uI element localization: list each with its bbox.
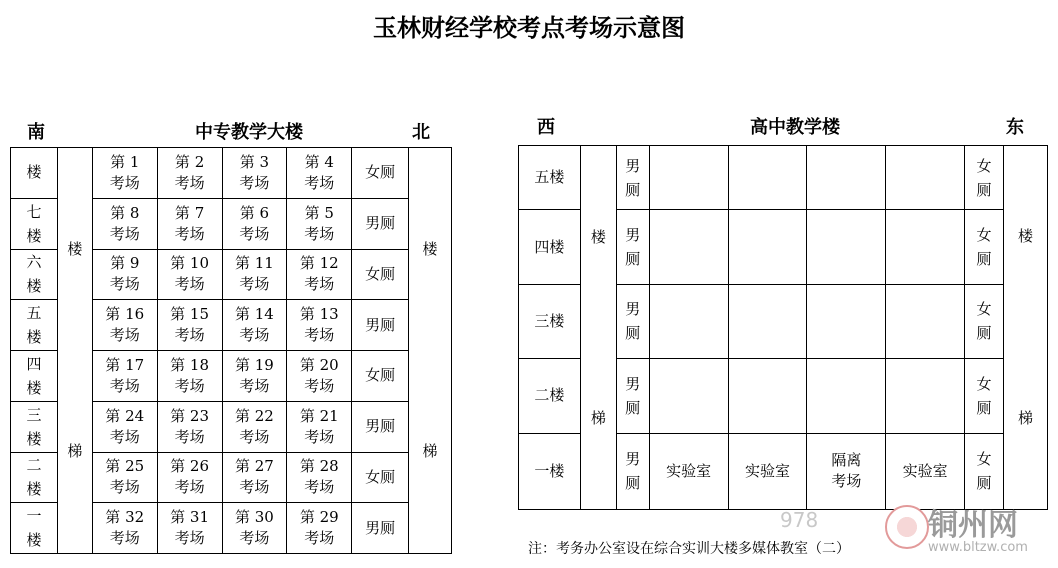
floor-label: 三楼: [519, 284, 581, 358]
exam-room: 第 32 考场: [92, 503, 157, 554]
restroom: 女 厕: [965, 433, 1004, 509]
floor-label: 楼: [11, 148, 58, 199]
classroom: 实验室: [649, 433, 728, 509]
right-building-table: [518, 145, 1048, 510]
classroom: [728, 284, 807, 358]
restroom: 男 厕: [616, 359, 649, 433]
stair-char-ti: 梯: [67, 442, 83, 460]
exam-room: 第 16 考场: [92, 300, 157, 351]
direction-north: 北: [412, 122, 430, 143]
exam-room: 第 13 考场: [287, 300, 352, 351]
classroom: [649, 284, 728, 358]
restroom: 女 厕: [965, 210, 1004, 284]
restroom: 男 厕: [616, 284, 649, 358]
exam-room: 第 23 考场: [157, 401, 222, 452]
classroom: [649, 359, 728, 433]
classroom: [728, 210, 807, 284]
exam-room: 第 17 考场: [92, 351, 157, 402]
exam-room: 第 20 考场: [287, 351, 352, 402]
classroom: 实验室: [886, 433, 965, 509]
exam-room: 第 25 考场: [92, 452, 157, 503]
exam-room: 第 1 考场: [92, 148, 157, 199]
restroom: 男厕: [352, 198, 409, 249]
stair-char-lou: 楼: [67, 240, 83, 258]
exam-room: 第 9 考场: [92, 249, 157, 300]
table-row: [519, 146, 1048, 210]
classroom: [807, 146, 886, 210]
classroom: [886, 146, 965, 210]
stair-char-ti: 梯: [1018, 408, 1034, 427]
direction-west: 西: [537, 117, 555, 138]
restroom: 女厕: [352, 351, 409, 402]
left-building-table: [10, 147, 452, 554]
floor-label: 二 楼: [11, 452, 58, 503]
exam-room: 第 10 考场: [157, 249, 222, 300]
floor-label: 六 楼: [11, 249, 58, 300]
restroom: 女 厕: [965, 359, 1004, 433]
watermark-wechat: 978: [780, 508, 819, 532]
floor-label: 三 楼: [11, 401, 58, 452]
restroom: 男厕: [352, 503, 409, 554]
exam-room: 第 22 考场: [222, 401, 287, 452]
watermark-url: www.bltzw.com: [928, 540, 1028, 555]
restroom: 男厕: [352, 401, 409, 452]
exam-room: 第 6 考场: [222, 198, 287, 249]
exam-room: 第 31 考场: [157, 503, 222, 554]
floor-label: 二楼: [519, 359, 581, 433]
exam-room: 第 14 考场: [222, 300, 287, 351]
watermark-seal-icon: [885, 505, 929, 549]
stairs-left: [57, 148, 92, 554]
restroom: 女 厕: [965, 284, 1004, 358]
direction-south: 南: [27, 122, 45, 143]
exam-room: 第 21 考场: [287, 401, 352, 452]
exam-room: 第 30 考场: [222, 503, 287, 554]
classroom: 隔离 考场: [807, 433, 886, 509]
stairs-right: [1004, 146, 1048, 510]
exam-room: 第 3 考场: [222, 148, 287, 199]
floor-label: 一楼: [519, 433, 581, 509]
classroom: [649, 146, 728, 210]
floor-label: 五 楼: [11, 300, 58, 351]
footnote: 注：考务办公室设在综合实训大楼多媒体教室（二）: [528, 541, 850, 557]
exam-room: 第 27 考场: [222, 452, 287, 503]
exam-room: 第 15 考场: [157, 300, 222, 351]
stair-char-ti: 梯: [422, 442, 438, 461]
classroom: 实验室: [728, 433, 807, 509]
stair-char-lou: 楼: [1018, 227, 1034, 246]
floor-label: 七 楼: [11, 198, 58, 249]
exam-room: 第 12 考场: [287, 249, 352, 300]
restroom: 女厕: [352, 148, 409, 199]
restroom: 男 厕: [616, 210, 649, 284]
classroom: [728, 359, 807, 433]
classroom: [728, 146, 807, 210]
direction-east: 东: [1006, 117, 1024, 138]
exam-room: 第 28 考场: [287, 452, 352, 503]
stair-char-ti: 梯: [590, 408, 606, 427]
right-building-title: 高中教学楼: [750, 117, 840, 138]
floor-label: 四 楼: [11, 351, 58, 402]
restroom: 女 厕: [965, 146, 1004, 210]
page-title: 玉林财经学校考点考场示意图: [373, 13, 685, 42]
stairs-right: [409, 148, 452, 554]
restroom: 女厕: [352, 452, 409, 503]
exam-room: 第 24 考场: [92, 401, 157, 452]
classroom: [807, 359, 886, 433]
restroom: 女厕: [352, 249, 409, 300]
restroom: 男 厕: [616, 433, 649, 509]
stair-char-lou: 楼: [422, 239, 438, 258]
exam-room: 第 7 考场: [157, 198, 222, 249]
exam-room: 第 29 考场: [287, 503, 352, 554]
floor-label: 五楼: [519, 146, 581, 210]
exam-room: 第 26 考场: [157, 452, 222, 503]
exam-room: 第 19 考场: [222, 351, 287, 402]
floor-label: 一 楼: [11, 503, 58, 554]
exam-room: 第 11 考场: [222, 249, 287, 300]
exam-room: 第 2 考场: [157, 148, 222, 199]
exam-room: 第 5 考场: [287, 198, 352, 249]
restroom: 男 厕: [616, 146, 649, 210]
classroom: [807, 210, 886, 284]
table-row: [11, 148, 452, 199]
classroom: [886, 359, 965, 433]
floor-label: 四楼: [519, 210, 581, 284]
exam-room: 第 4 考场: [287, 148, 352, 199]
exam-room: 第 18 考场: [157, 351, 222, 402]
restroom: 男厕: [352, 300, 409, 351]
watermark-brand: 铜州网: [928, 508, 1018, 543]
classroom: [807, 284, 886, 358]
exam-room: 第 8 考场: [92, 198, 157, 249]
stairs-left: [580, 146, 616, 510]
classroom: [886, 210, 965, 284]
classroom: [886, 284, 965, 358]
stair-char-lou: 楼: [590, 227, 606, 246]
classroom: [649, 210, 728, 284]
left-building-title: 中专教学大楼: [195, 122, 303, 143]
